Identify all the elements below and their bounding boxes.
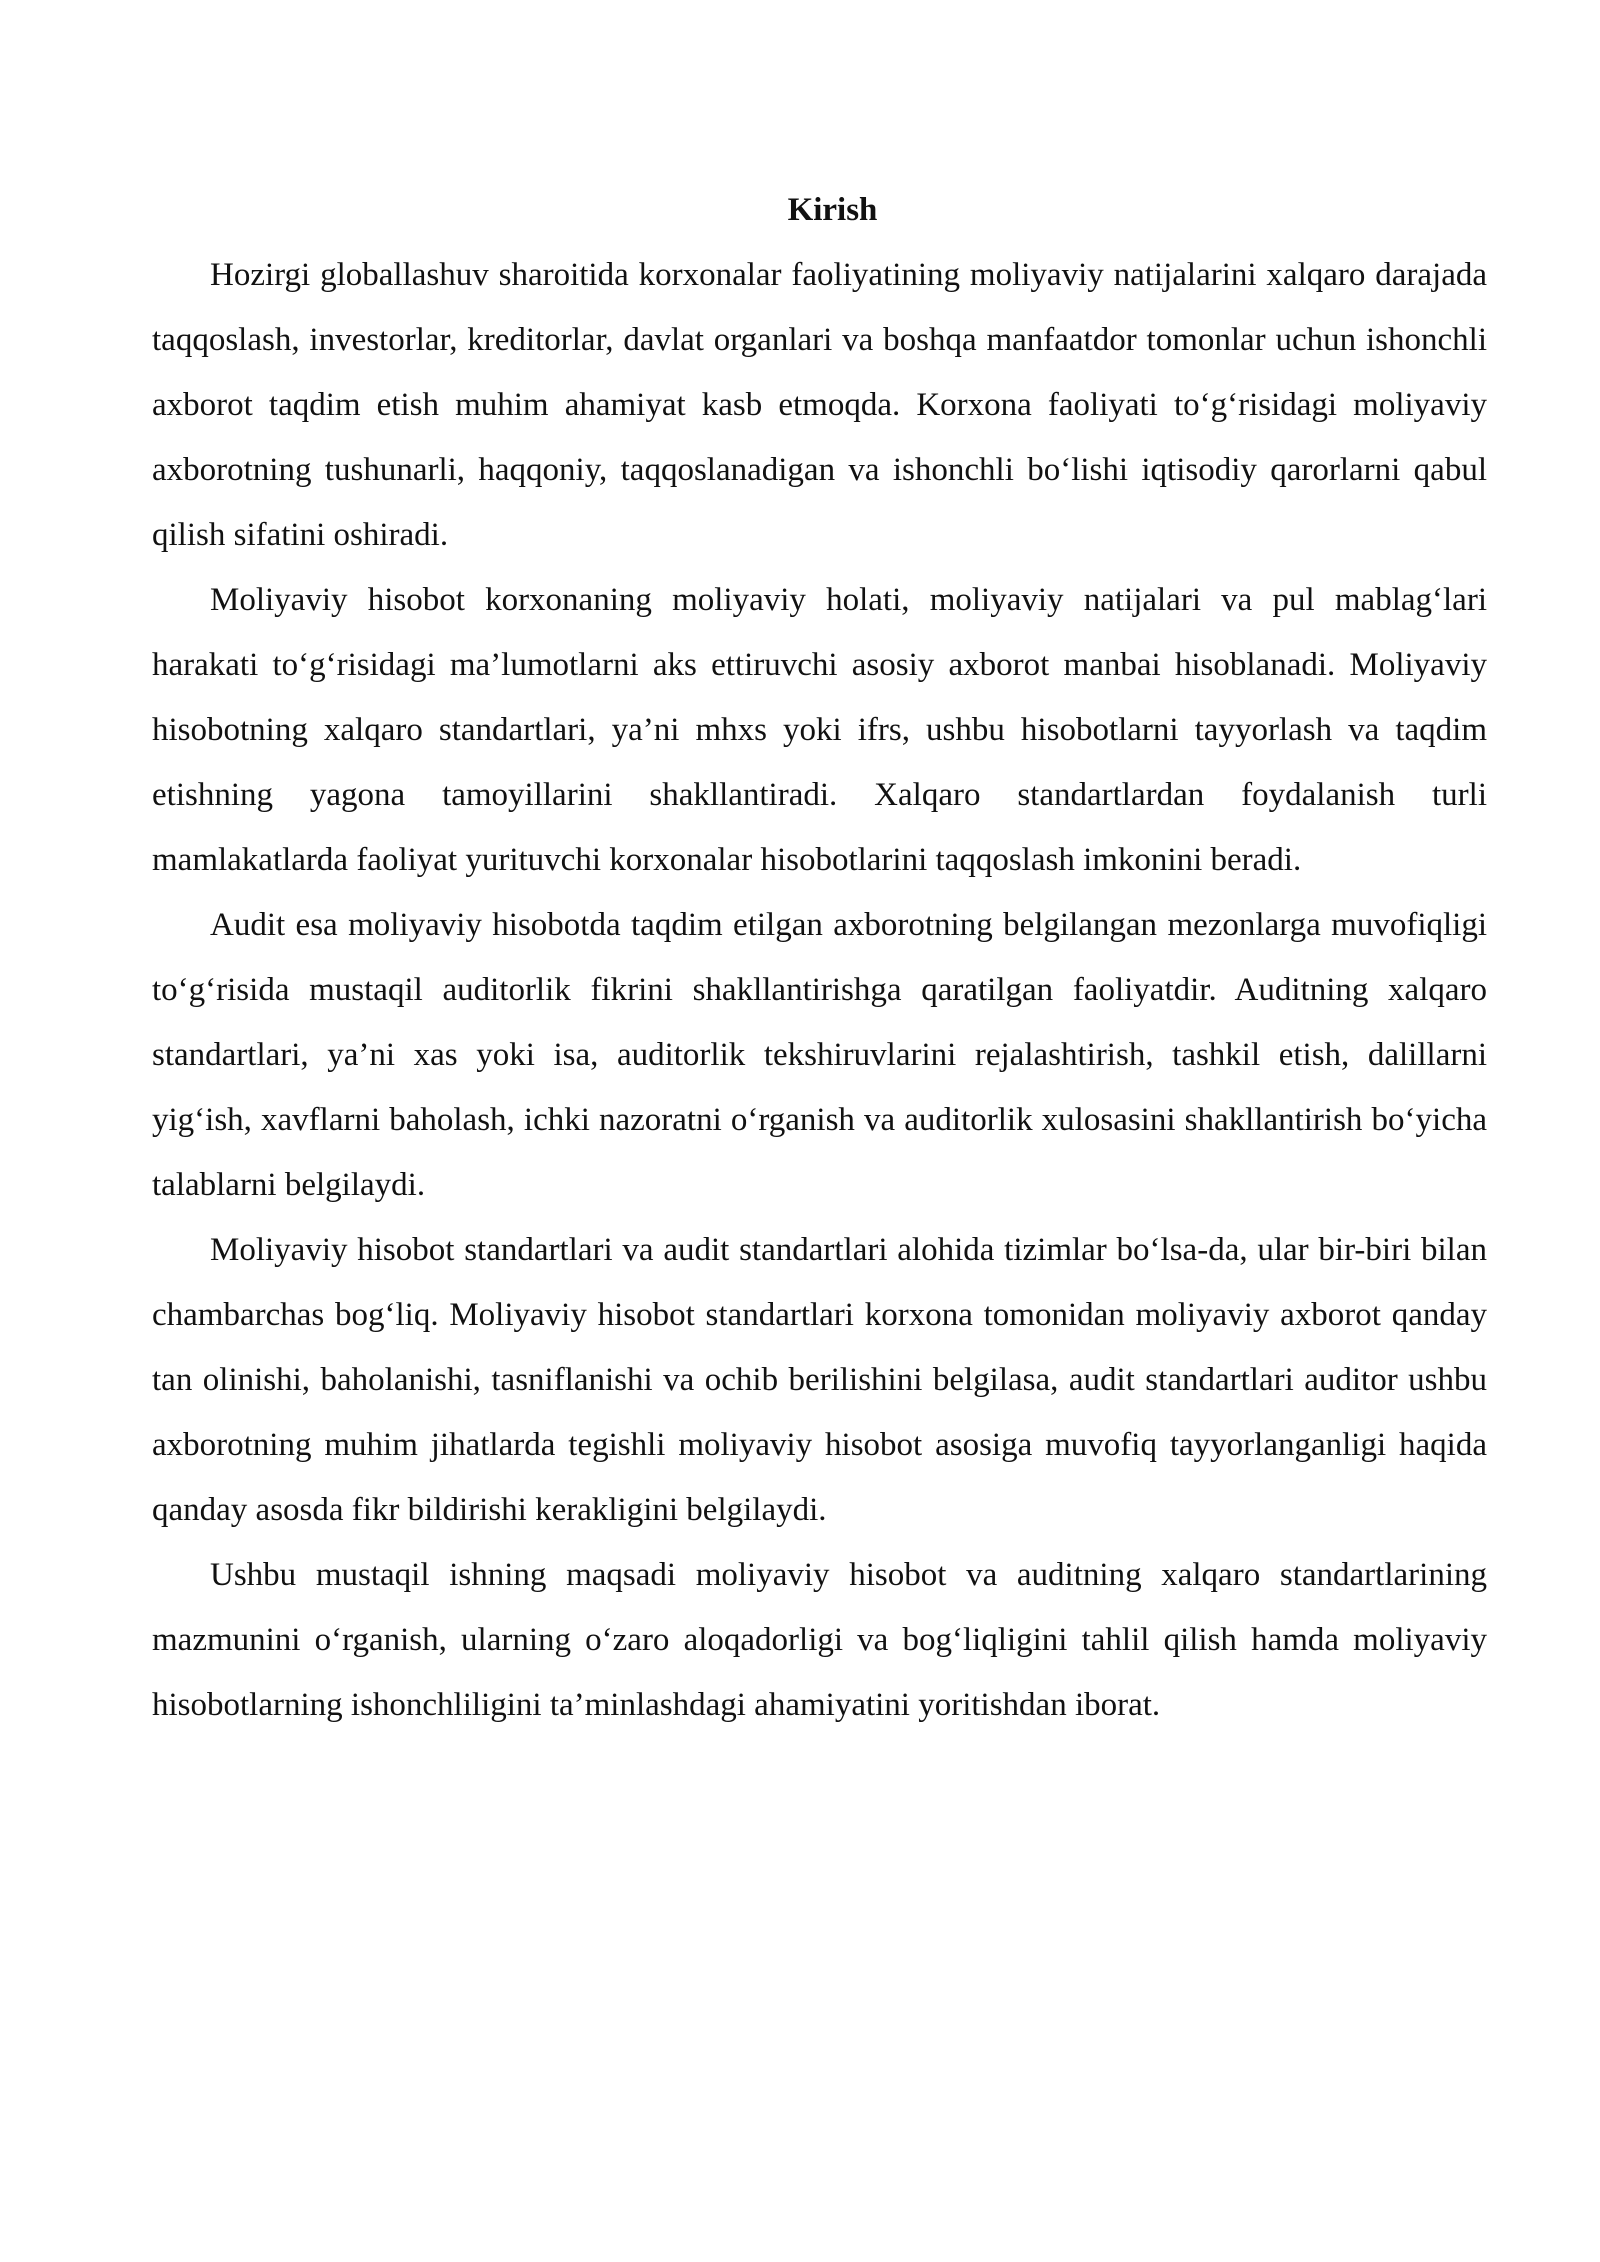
paragraph-2: Moliyaviy hisobot korxonaning moliyaviy holati, moliyaviy natijalari va pul mablag‘lari harakati to‘g‘risidagi ma’lumotlarni aks ettiruvchi asosiy axborot manbai hisoblanadi. Moliyaviy hisobotning xalqaro standartlari, ya’ni mhxs yoki ifrs, ushbu hisobotlarni tayyorlash va taqdim etishning yagona tamoyillarini shakllantiradi. Xalqaro standartlardan foydalanish turli mamlakatlarda faoliyat yurituvchi korxonalar hisobotlarini taqqoslash imkonini beradi. (152, 582, 1487, 878)
document-page (152, 178, 1487, 1738)
paragraph-1: Hozirgi globallashuv sharoitida korxonalar faoliyatining moliyaviy natijalarini xalqaro darajada taqqoslash, investorlar, kreditorlar, davlat organlari va boshqa manfaatdor tomonlar uchun ishonchli axborot taqdim etish muhim ahamiyat kasb etmoqda. Korxona faoliyati to‘g‘risidagi moliyaviy axborotning tushunarli, haqqoniy, taqqoslanadigan va ishonchli bo‘lishi iqtisodiy qarorlarni qabul qilish sifatini oshiradi. (152, 257, 1487, 553)
paragraph-5: Ushbu mustaqil ishning maqsadi moliyaviy hisobot va auditning xalqaro standartlarining mazmunini o‘rganish, ularning o‘zaro aloqadorligi va bog‘liqligini tahlil qilish hamda moliyaviy hisobotlarning ishonchliligini ta’minlashdagi ahamiyatini yoritishdan iborat. (152, 1557, 1487, 1723)
paragraph-4: Moliyaviy hisobot standartlari va audit standartlari alohida tizimlar bo‘lsa-da, ular bir-biri bilan chambarchas bog‘liq. Moliyaviy hisobot standartlari korxona tomonidan moliyaviy axborot qanday tan olinishi, baholanishi, tasniflanishi va ochib berilishini belgilasa, audit standartlari auditor ushbu axborotning muhim jihatlarda tegishli moliyaviy hisobot asosiga muvofiq tayyorlanganligi haqida qanday asosda fikr bildirishi kerakligini belgilaydi. (152, 1232, 1487, 1528)
page-title: Kirish (787, 192, 878, 228)
paragraph-3: Audit esa moliyaviy hisobotda taqdim etilgan axborotning belgilangan mezonlarga muvofiqligi to‘g‘risida mustaqil auditorlik fikrini shakllantirishga qaratilgan faoliyatdir. Auditning xalqaro standartlari, ya’ni xas yoki isa, auditorlik tekshiruvlarini rejalashtirish, tashkil etish, dalillarni yig‘ish, xavflarni baholash, ichki nazoratni o‘rganish va auditorlik xulosasini shakllantirish bo‘yicha talablarni belgilaydi. (152, 907, 1487, 1203)
